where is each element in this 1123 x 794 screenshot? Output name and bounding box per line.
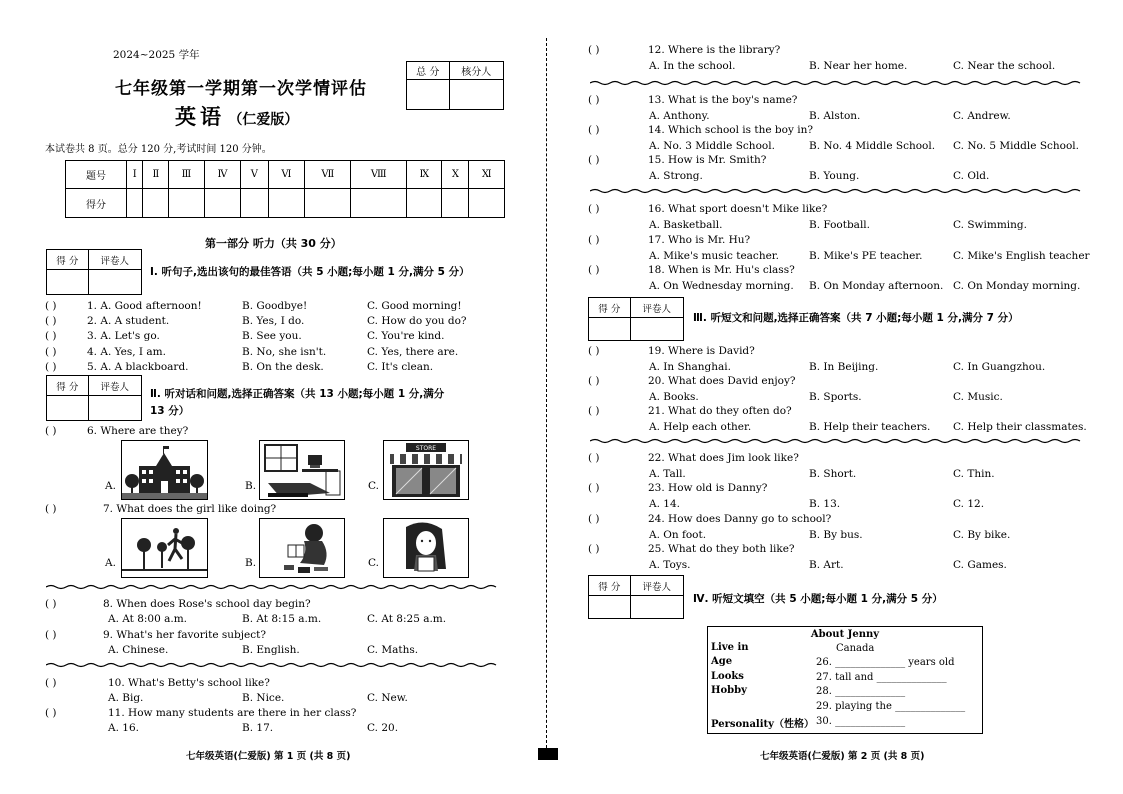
option-b: B. English. (242, 644, 300, 656)
subject-title: 英语 (175, 105, 225, 129)
option-a: A. Strong. (649, 170, 703, 182)
page-divider (546, 38, 547, 748)
option-b: B. Yes, I do. (242, 315, 305, 328)
footer-left: 七年级英语(仁爱版) 第 1 页 (共 8 页) (186, 751, 351, 762)
pic-label-c: C. (368, 557, 379, 569)
answer-paren[interactable]: ( ) (588, 154, 600, 166)
answer-paren[interactable]: ( ) (588, 543, 600, 555)
answer-paren[interactable]: ( ) (588, 124, 600, 136)
score-table-col: Ⅲ (169, 161, 204, 189)
pic-label-b: B. (245, 557, 257, 569)
grader-label: 评卷人 (630, 576, 683, 596)
girl-picture[interactable] (383, 518, 469, 578)
hobby-label: Hobby (711, 685, 747, 696)
section-2-title: Ⅱ. 听对话和问题,选择正确答案（共 13 小题;每小题 1 分,满分 (150, 388, 445, 400)
question-text: 19. Where is David? (648, 345, 755, 357)
option-c: C. New. (367, 692, 408, 704)
score-table-col: Ⅵ (268, 161, 305, 189)
score-cell[interactable] (47, 396, 89, 421)
option-a: A. 14. (649, 498, 680, 510)
question-text: 23. How old is Danny? (648, 482, 768, 494)
option-b: B. By bus. (809, 529, 863, 541)
question-block (588, 44, 1083, 76)
grader-label: 评卷人 (88, 376, 141, 396)
q6-row (45, 425, 189, 437)
question-text: 24. How does Danny go to school? (648, 513, 832, 525)
option-b: B. Young. (809, 170, 860, 182)
option-a: A. At 8:00 a.m. (108, 613, 188, 625)
answer-paren[interactable]: ( ) (45, 360, 57, 373)
answer-28[interactable]: 28. ______________ (816, 686, 906, 697)
section-1-title: Ⅰ. 听句子,选出该句的最佳答语（共 5 小题;每小题 1 分,满分 5 分） (150, 266, 470, 278)
answer-paren[interactable]: ( ) (45, 707, 57, 719)
score-cell[interactable] (204, 189, 241, 218)
option-b: B. Help their teachers. (809, 421, 931, 433)
list-item (45, 315, 495, 330)
grader-cell[interactable] (88, 396, 141, 421)
question-block (588, 543, 1083, 575)
score-cell[interactable] (47, 270, 89, 295)
question-text: 8. When does Rose's school day begin? (103, 598, 311, 610)
option-b: B. 13. (809, 498, 841, 510)
question-text: 11. How many students are there in her class? (108, 707, 357, 719)
option-a: 4. A. Yes, I am. (87, 345, 166, 358)
score-cell[interactable] (589, 596, 631, 619)
grader-cell[interactable] (630, 318, 683, 341)
question-text: 7. What does the girl like doing? (103, 503, 277, 515)
option-b: B. Sports. (809, 391, 862, 403)
list-item (45, 300, 495, 315)
option-a: A. On foot. (649, 529, 707, 541)
score-cell[interactable] (589, 318, 631, 341)
score-table-col: Ⅹ (442, 161, 469, 189)
score-label: 得 分 (47, 376, 89, 396)
question-text: 13. What is the boy's name? (648, 94, 798, 106)
question-block (588, 345, 1083, 377)
option-c: C. Music. (953, 391, 1003, 403)
store-sign-text: STORE (415, 445, 437, 452)
option-b: B. Short. (809, 468, 857, 480)
option-a: A. Mike's music teacher. (649, 250, 779, 262)
question-block (588, 375, 1083, 407)
option-c: C. Thin. (953, 468, 995, 480)
pic-label-a: A. (105, 480, 116, 492)
grader-cell[interactable] (630, 596, 683, 619)
exam-title: 七年级第一学期第一次学情评估 (115, 79, 367, 99)
fold-marker (538, 748, 558, 760)
question-block (588, 124, 1083, 156)
q11-block (45, 707, 495, 739)
answer-paren[interactable]: ( ) (45, 629, 57, 641)
grader-label: 评卷人 (630, 298, 683, 318)
option-b: B. See you. (242, 330, 302, 343)
question-block (588, 264, 1083, 296)
score-table-score-label: 得分 (66, 189, 127, 218)
score-cell[interactable] (169, 189, 204, 218)
answer-paren[interactable]: ( ) (45, 503, 57, 515)
option-c: C. 12. (953, 498, 985, 510)
option-b: B. Mike's PE teacher. (809, 250, 923, 262)
option-c: C. Yes, there are. (367, 345, 459, 358)
section-4-title: Ⅳ. 听短文填空（共 5 小题;每小题 1 分,满分 5 分） (693, 593, 943, 605)
question-text: 21. What do they often do? (648, 405, 792, 417)
age-label: Age (711, 656, 733, 667)
score-table-col: Ⅸ (407, 161, 442, 189)
score-cell[interactable] (407, 189, 442, 218)
option-b: B. In Beijing. (809, 361, 879, 373)
option-c: C. It's clean. (367, 360, 434, 373)
answer-paren[interactable]: ( ) (588, 513, 600, 525)
option-b: B. Nice. (242, 692, 285, 704)
q7-row (45, 503, 277, 515)
option-a: 5. A. A blackboard. (87, 360, 189, 373)
answer-paren[interactable]: ( ) (45, 345, 57, 358)
option-b: B. Near her home. (809, 60, 908, 72)
question-block (588, 234, 1090, 266)
footer-right: 七年级英语(仁爱版) 第 2 页 (共 8 页) (760, 751, 925, 762)
score-table-header-label: 题号 (66, 161, 127, 189)
answer-paren[interactable]: ( ) (45, 330, 57, 343)
answer-paren[interactable]: ( ) (45, 677, 57, 689)
score-label: 得 分 (47, 250, 89, 270)
question-text: 18. When is Mr. Hu's class? (648, 264, 795, 276)
option-a: A. Toys. (649, 559, 691, 571)
grader-box-1 (46, 249, 142, 295)
score-table-col: Ⅳ (204, 161, 241, 189)
score-table-col: Ⅱ (143, 161, 169, 189)
option-a: A. Basketball. (649, 219, 723, 231)
running-picture[interactable] (121, 518, 208, 578)
answer-paren[interactable]: ( ) (45, 300, 57, 312)
option-a: 2. A. A student. (87, 315, 170, 328)
question-block (588, 405, 1087, 437)
jenny-table (707, 626, 983, 734)
q1-5-list (45, 300, 495, 376)
option-c: C. Swimming. (953, 219, 1027, 231)
answer-paren[interactable]: ( ) (588, 482, 600, 494)
option-c: C. In Guangzhou. (953, 361, 1046, 373)
score-table-col: Ⅺ (469, 161, 505, 189)
score-cell[interactable] (351, 189, 407, 218)
answer-paren[interactable]: ( ) (588, 94, 600, 106)
score-cell[interactable] (305, 189, 351, 218)
section-separator (46, 584, 498, 590)
question-block (588, 452, 1083, 484)
option-c: C. Help their classmates. (953, 421, 1087, 433)
option-c: C. How do you do? (367, 315, 467, 328)
list-item (45, 361, 495, 376)
option-c: C. Games. (953, 559, 1007, 571)
section-separator (46, 662, 498, 668)
option-a: A. No. 3 Middle School. (649, 140, 775, 152)
option-a: A. Tall. (649, 468, 686, 480)
option-b: B. No. 4 Middle School. (809, 140, 936, 152)
option-a: 3. A. Let's go. (87, 330, 160, 343)
score-cell[interactable] (442, 189, 469, 218)
option-a: A. Help each other. (649, 421, 752, 433)
looks-label: Looks (711, 671, 744, 682)
score-cell[interactable] (143, 189, 169, 218)
option-a: A. Chinese. (108, 644, 169, 656)
section-separator (590, 80, 1084, 86)
option-c: C. Mike's English teacher (953, 250, 1090, 262)
answer-29[interactable]: 29. playing the ______________ (816, 701, 966, 712)
answer-paren[interactable]: ( ) (588, 452, 600, 464)
option-b: B. No, she isn't. (242, 345, 327, 358)
grader-box-3 (588, 297, 684, 341)
question-text: 14. Which school is the boy in? (648, 124, 813, 136)
question-text: 17. Who is Mr. Hu? (648, 234, 751, 246)
exam-note: 本试卷共 8 页。总分 120 分,考试时间 120 分钟。 (45, 144, 272, 155)
score-cell[interactable] (241, 189, 268, 218)
q10-block (45, 677, 495, 709)
option-b: B. Alston. (809, 110, 861, 122)
score-cell[interactable] (127, 189, 143, 218)
option-c: C. Near the school. (953, 60, 1056, 72)
jenny-title: About Jenny (810, 629, 880, 640)
option-c: C. You're kind. (367, 330, 445, 343)
option-c: C. Good morning! (367, 300, 462, 312)
option-a: A. In the school. (649, 60, 736, 72)
option-a: A. On Wednesday morning. (649, 280, 794, 292)
score-label: 得 分 (589, 576, 631, 596)
live-value: Canada (836, 643, 875, 654)
score-table-col: Ⅶ (305, 161, 351, 189)
option-c: C. On Monday morning. (953, 280, 1081, 292)
grader-box-2 (46, 375, 142, 421)
total-score-box (406, 61, 504, 110)
q8-block (45, 598, 495, 630)
checker-cell[interactable] (449, 80, 504, 110)
option-a: A. Books. (649, 391, 699, 403)
q9-block (45, 629, 495, 661)
answer-paren[interactable]: ( ) (588, 44, 600, 56)
option-b: B. Football. (809, 219, 871, 231)
option-c: C. By bike. (953, 529, 1011, 541)
question-text: 12. Where is the library? (648, 44, 781, 56)
section-3-title: Ⅲ. 听短文和问题,选择正确答案（共 7 小题;每小题 1 分,满分 7 分） (693, 312, 1019, 324)
question-block (588, 94, 1083, 126)
question-block (588, 203, 1083, 235)
question-text: 6. Where are they? (87, 425, 189, 437)
option-a: A. Anthony. (649, 110, 710, 122)
answer-30[interactable]: 30. ______________ (816, 716, 906, 727)
option-c: C. No. 5 Middle School. (953, 140, 1079, 152)
option-b: B. On the desk. (242, 360, 324, 373)
answer-27[interactable]: 27. tall and ______________ (816, 672, 947, 683)
edition-label: （仁爱版） (228, 112, 299, 128)
score-table-col: Ⅴ (241, 161, 268, 189)
question-text: 20. What does David enjoy? (648, 375, 796, 387)
option-a: A. In Shanghai. (649, 361, 731, 373)
answer-paren[interactable]: ( ) (588, 345, 600, 357)
option-a: A. 16. (108, 722, 139, 734)
option-c: C. Andrew. (953, 110, 1011, 122)
question-text: 22. What does Jim look like? (648, 452, 799, 464)
live-label: Live in (711, 642, 749, 653)
total-score-cell[interactable] (407, 80, 450, 110)
option-a: 1. A. Good afternoon! (87, 300, 202, 312)
score-cell[interactable] (469, 189, 505, 218)
school-year: 2024~2025 学年 (113, 49, 200, 61)
grader-cell[interactable] (88, 270, 141, 295)
option-b: B. Goodbye! (242, 300, 308, 312)
answer-paren[interactable]: ( ) (588, 203, 600, 215)
option-b: B. 17. (242, 722, 274, 734)
score-table-col: Ⅰ (127, 161, 143, 189)
option-c: C. Old. (953, 170, 990, 182)
subject-line (175, 101, 298, 131)
total-score-label: 总 分 (407, 62, 450, 80)
pic-label-c: C. (368, 480, 379, 492)
bedroom-picture[interactable] (259, 440, 345, 500)
answer-26[interactable]: 26. ______________ years old (816, 657, 955, 668)
checker-label: 核分人 (449, 62, 504, 80)
answer-paren[interactable]: ( ) (588, 264, 600, 276)
question-text: 25. What do they both like? (648, 543, 795, 555)
store-picture[interactable] (383, 440, 469, 500)
answer-paren[interactable]: ( ) (588, 405, 600, 417)
section-2-title-cont: 13 分） (150, 405, 190, 417)
option-c: C. Maths. (367, 644, 419, 656)
question-block (588, 154, 1083, 186)
answer-paren[interactable]: ( ) (45, 315, 57, 328)
answer-paren[interactable]: ( ) (588, 234, 600, 246)
option-c: C. At 8:25 a.m. (367, 613, 447, 625)
list-item (45, 330, 495, 345)
grader-box-4 (588, 575, 684, 619)
question-block (588, 513, 1083, 545)
score-table-col: Ⅷ (351, 161, 407, 189)
grader-label: 评卷人 (88, 250, 141, 270)
score-cell[interactable] (268, 189, 305, 218)
answer-paren[interactable]: ( ) (588, 375, 600, 387)
section-separator (590, 188, 1084, 194)
pic-label-a: A. (105, 557, 116, 569)
option-a: A. Big. (108, 692, 144, 704)
part1-title: 第一部分 听力（共 30 分） (205, 237, 342, 250)
personality-label: Personality（性格） (711, 719, 814, 730)
question-text: 16. What sport doesn't Mike like? (648, 203, 828, 215)
question-text: 15. How is Mr. Smith? (648, 154, 767, 166)
answer-paren[interactable]: ( ) (45, 425, 57, 437)
option-b: B. On Monday afternoon. (809, 280, 944, 292)
answer-paren[interactable]: ( ) (45, 598, 57, 610)
pic-label-b: B. (245, 480, 257, 492)
option-c: C. 20. (367, 722, 399, 734)
option-b: B. Art. (809, 559, 844, 571)
section-separator (590, 438, 1084, 444)
question-block (588, 482, 1083, 514)
question-text: 10. What's Betty's school like? (108, 677, 270, 689)
option-b: B. At 8:15 a.m. (242, 613, 322, 625)
school-picture[interactable] (121, 440, 208, 500)
reading-picture[interactable] (259, 518, 345, 578)
question-text: 9. What's her favorite subject? (103, 629, 266, 641)
score-label: 得 分 (589, 298, 631, 318)
score-table (65, 160, 505, 218)
list-item (45, 346, 495, 361)
